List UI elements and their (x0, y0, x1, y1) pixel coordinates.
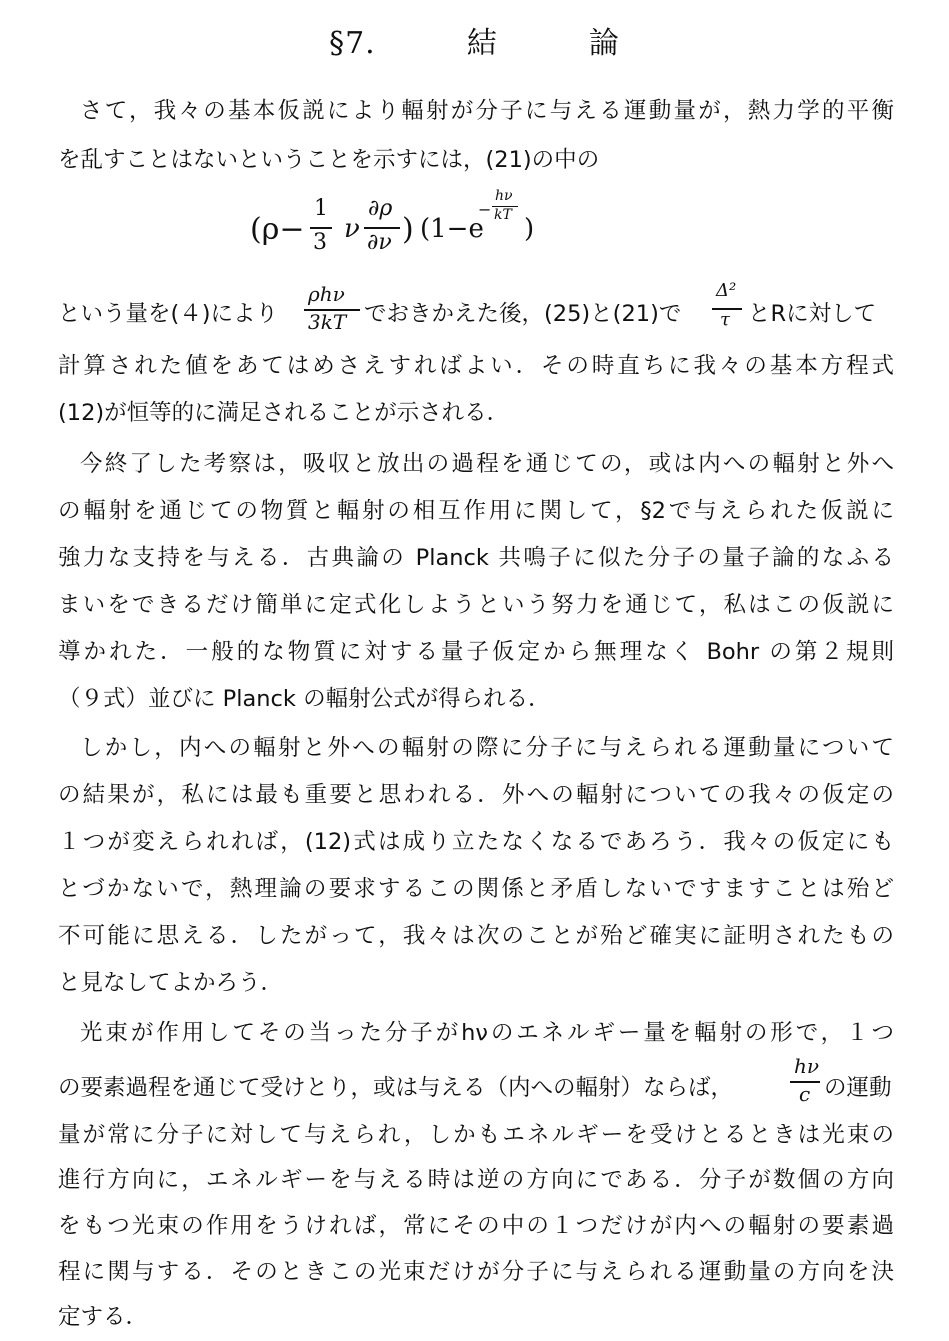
display-equation (250, 188, 610, 262)
text-line: 強力な支持を与える．古典論の Planck 共鳴子に似た分子の量子論的なふる (58, 545, 894, 571)
text-line: (12)が恒等的に満足されることが示される． (58, 400, 510, 426)
text-line: 今終了した考察は，吸収と放出の過程を通じての，或は内への輻射と外へ (80, 451, 894, 477)
eq-deriv-den: ∂ν (367, 230, 392, 255)
text-line: の結果が，私には最も重要と思われる．外への輻射についての我々の仮定の (58, 782, 894, 808)
title-word-2: 論 (588, 26, 620, 61)
text-line: さて，我々の基本仮説により輻射が分子に与える運動量が，熱力学的平衡 (80, 98, 894, 124)
eq-exp-minus: − (478, 200, 492, 219)
text-line: １つが変えられれば，(12)式は成り立たなくなるであろう．我々の仮定にも (58, 829, 894, 855)
text-line: の輻射を通じての物質と輻射の相互作用に関して，§2で与えられた仮説に (58, 498, 894, 524)
eq-exp-num: hν (495, 188, 513, 204)
section-title (0, 18, 949, 62)
eq-deriv-num: ∂ρ (368, 196, 393, 221)
text-line: 進行方向に，エネルギーを与える時は逆の方向にである．分子が数個の方向 (58, 1167, 894, 1193)
frac-den: c (799, 1082, 811, 1106)
text-line: 光束が作用してその当った分子がhνのエネルギー量を輻射の形で，１つ (80, 1020, 894, 1046)
text-line-with-fraction (58, 1054, 894, 1108)
eq-exp-den: kT (494, 207, 512, 223)
text-line: 量が常に分子に対して与えられ，しかもエネルギーを受けとるときは光束の (58, 1122, 894, 1148)
eq-frac-bar (310, 227, 332, 229)
section-number: §7. (329, 26, 376, 61)
text-line-with-fractions (58, 280, 894, 334)
frac-num: ρhν (308, 282, 345, 306)
text-segment: という量を(４)により (58, 301, 279, 327)
text-line: 計算された値をあてはめさえすればよい．その時直ちに我々の基本方程式 (58, 353, 894, 379)
text-line: 導かれた．一般的な物質に対する量子仮定から無理なく Bohr の第２規則 (58, 639, 894, 665)
text-segment: とRに対して (748, 301, 877, 327)
eq-frac-num: 1 (314, 196, 328, 221)
text-segment: の運動 (824, 1075, 892, 1101)
title-word-1: 結 (466, 26, 498, 61)
text-segment: でおきかえた後，(25)と(21)で (364, 301, 682, 327)
text-segment: の要素過程を通じて受けとり，或は与える（内への輻射）ならば， (58, 1075, 734, 1101)
eq-deriv-bar (364, 227, 400, 229)
text-line: （９式）並びに Planck の輻射公式が得られる． (58, 686, 551, 712)
text-line: 不可能に思える．したがって，我々は次のことが殆ど確実に証明されたもの (58, 923, 894, 949)
text-line: 程に関与する．そのときこの光束だけが分子に与えられる運動量の方向を決 (58, 1259, 894, 1285)
text-line: と見なしてよかろう． (58, 970, 284, 996)
text-line: とづかないで，熱理論の要求するこの関係と矛盾しないですますことは殆ど (58, 876, 894, 902)
eq-close: ) (402, 212, 414, 247)
text-line: しかし，内への輻射と外への輻射の際に分子に与えられる運動量について (80, 735, 894, 761)
text-line: まいをできるだけ簡単に定式化しようという努力を通じて，私はこの仮説に (58, 592, 894, 618)
frac2-den: τ (720, 309, 730, 330)
eq-rest: (1−e (420, 214, 484, 244)
frac-den: 3kT (308, 310, 347, 334)
eq-open: (ρ− (250, 212, 305, 247)
text-line: 定する． (58, 1304, 149, 1330)
eq-end: ) (524, 214, 535, 244)
eq-nu: ν (344, 214, 360, 244)
text-line: をもつ光束の作用をうければ，常にその中の１つだけが内への輻射の要素過 (58, 1213, 894, 1239)
text-line: を乱すことはないということを示すには，(21)の中の (58, 147, 600, 173)
frac-num: hν (794, 1054, 820, 1078)
frac2-num: Δ² (716, 280, 737, 301)
eq-frac-den: 3 (313, 230, 327, 255)
